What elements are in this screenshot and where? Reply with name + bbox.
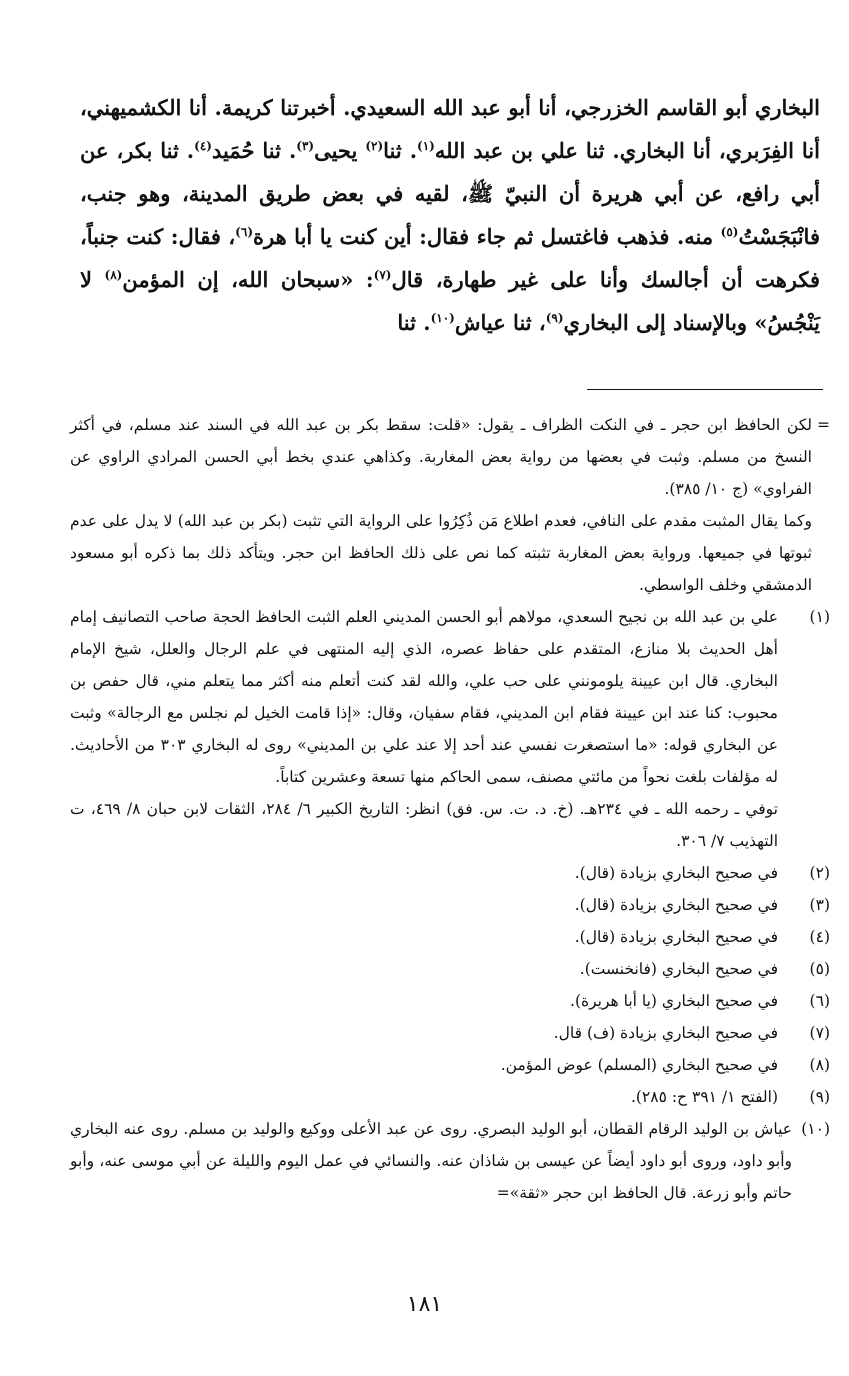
footnote-ref[interactable]: (٨)	[104, 268, 123, 282]
footnote-10	[70, 1113, 830, 1209]
footnote-paragraph: في صحيح البخاري بزيادة (قال).	[574, 928, 778, 946]
footnote-separator	[587, 389, 823, 390]
footnote-6	[70, 985, 830, 1017]
footnote-8	[70, 1049, 830, 1081]
footnote-number: (١٠)	[801, 1120, 830, 1138]
footnote-paragraph: لكن الحافظ ابن حجر ـ في النكت الظراف ـ يقول: «قلت: سقط بكر بن عبد الله في السند عند مسلم، في أكثر النسخ من مسلم. وثبت في بعضها من رواية بعض المغاربة. وكذاهي عندي بخط أبي الحسن المرادي الراوي عن الفراوي» (ج ١٠/ ٣٨٥).	[70, 416, 812, 498]
footnote-paragraph: (الفتح ١/ ٣٩١ ح: ٢٨٥).	[630, 1088, 778, 1106]
footnote-ref[interactable]: (١)	[417, 139, 435, 153]
main-paragraph: البخاري أبو القاسم الخزرجي، أنا أبو عبد الله السعيدي. أخبرتنا كريمة. أنا الكشميهني، أنا الفِرَبري، أنا البخاري. ثنا علي بن عبد الله$^{(١)}$. ثنا$^{(٢)}$ يحيى$^{(٣)}$. ثنا حُمَيد$^{(٤)}$. ثنا بكر، عن أبي رافع، عن أبي هريرة أن النبيّ ﷺ، لقيه في بعض طريق المدينة، وهو جنب، فانْبَجَسْتُ$^{(٥)}$ منه. فذهب فاغتسل ثم جاء فقال: أين كنت يا أبا هرة$^{(٦)}$، فقال: كنت جنباً، فكرهت أن أجالسك وأنا على غير طهارة، قال$^{(٧)}$: «سبحان الله، إن المؤمن$^{(٨)}$ لا يَنْجُسُ» وبالإسناد إلى البخاري$^{(٩)}$، ثنا عياش$^{(١٠)}$. ثنا	[80, 95, 820, 335]
footnote-ref[interactable]: (٦)	[235, 225, 253, 239]
main-text	[80, 86, 820, 344]
footnote-number: (٦)	[809, 992, 830, 1010]
footnote-paragraph: عياش بن الوليد الرقام القطان، أبو الوليد البصري. روى عن عبد الأعلى ووكيع والوليد بن مسلم. روى عنه البخاري وأبو داود، وروى أبو داود أيضاً عن عيسى بن شاذان عنه. والنسائي في عمل اليوم والليلة عن أبي موسى عنه، وأبو حاتم وأبو زرعة. قال الحافظ ابن حجر «ثقة»=	[70, 1120, 792, 1202]
footnotes	[70, 409, 830, 1209]
footnote-number: (٣)	[809, 896, 830, 914]
footnote-paragraph: في صحيح البخاري (فانخنست).	[579, 960, 778, 978]
footnote-number: (٧)	[809, 1024, 830, 1042]
footnote-ref[interactable]: (٥)	[720, 225, 739, 239]
footnote-paragraph: وكما يقال المثبت مقدم على النافي، فعدم اطلاع مَن ذُكِرُوا على الرواية التي تثبت (بكر بن عبد الله) لا يدل على عدم ثبوتها في جميعها. ورواية بعض المغاربة تثبته كما نص على ذلك الحافظ ابن حجر. ويتأكد ذلك بما ذكره أبو مسعود الدمشقي وخلف الواسطي.	[70, 512, 812, 594]
footnote-continuation	[70, 409, 830, 601]
footnote-paragraph: توفي ـ رحمه الله ـ في ٢٣٤هـ. (خ. د. ت. س. فق) انظر: التاريخ الكبير ٦/ ٢٨٤، الثقات لابن حبان ٨/ ٤٦٩، ت التهذيب ٧/ ٣٠٦.	[70, 800, 778, 850]
footnote-number: (٨)	[809, 1056, 830, 1074]
footnote-number: (٤)	[809, 928, 830, 946]
footnote-2	[70, 857, 830, 889]
footnote-number: (١)	[809, 608, 830, 626]
footnote-3	[70, 889, 830, 921]
page-number: ١٨١	[406, 1292, 443, 1317]
footnote-number: (٩)	[809, 1088, 830, 1106]
footnote-number: (٢)	[809, 864, 830, 882]
footnote-paragraph: في صحيح البخاري بزيادة (ف) قال.	[553, 1024, 778, 1042]
footnote-ref[interactable]: (٩)	[545, 311, 564, 325]
footnote-1	[70, 601, 830, 857]
footnote-paragraph: علي بن عبد الله بن نجيح السعدي، مولاهم أبو الحسن المديني العلم الثبت الحافظ الحجة صاحب التصانيف إمام أهل الحديث بلا منازع، المتقدم على حفاظ عصره، الذي إليه المنتهى في علم الرجال والعلل، شيخ الإمام البخاري. قال ابن عيينة يلومونني على حب علي، والله لقد كنت أتعلم منه أكثر مما يتعلم مني، قال حفص بن محبوب: كنا عند ابن عيينة فقام ابن المديني، فقام سفيان، وقال: «إذا قامت الخيل لم نجلس مع الرجالة» وثبت عن البخاري قوله: «ما استصغرت نفسي عند أحد إلا عند علي بن المديني» روى له البخاري ٣٠٣ من الأحاديث. له مؤلفات بلغت نحواً من مائتي مصنف، سمى الحاكم منها تسعة وعشرين كتاباً.	[70, 608, 778, 786]
footnote-paragraph: في صحيح البخاري (المسلم) عوض المؤمن.	[500, 1056, 778, 1074]
footnote-9	[70, 1081, 830, 1113]
continuation-mark: =	[817, 416, 830, 434]
footnote-paragraph: في صحيح البخاري بزيادة (قال).	[574, 896, 778, 914]
footnote-ref[interactable]: (١٠)	[430, 311, 455, 325]
footnote-ref[interactable]: (٣)	[296, 139, 315, 153]
footnote-number: (٥)	[809, 960, 830, 978]
footnote-4	[70, 921, 830, 953]
footnote-paragraph: في صحيح البخاري بزيادة (قال).	[574, 864, 778, 882]
footnote-ref[interactable]: (٤)	[194, 139, 212, 153]
footnote-7	[70, 1017, 830, 1049]
footnote-paragraph: في صحيح البخاري (يا أبا هريرة).	[570, 992, 778, 1010]
footnote-ref[interactable]: (٢)	[365, 139, 384, 153]
footnote-5	[70, 953, 830, 985]
footnote-ref[interactable]: (٧)	[373, 268, 392, 282]
